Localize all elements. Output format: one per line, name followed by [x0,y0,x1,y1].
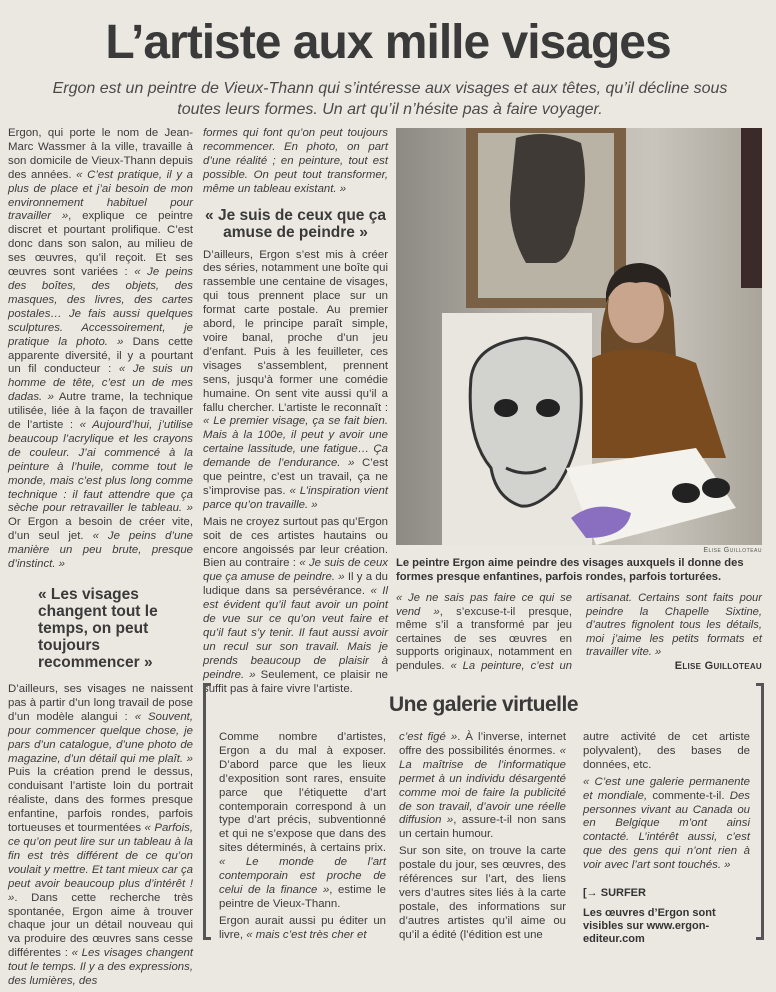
quote-text: « Je suis de ceux que ça amuse de peindre. » [203,557,388,584]
artist-shirt [592,349,726,458]
subheading: « Je suis de ceux que ça amuse de peindre » [205,206,386,241]
pull-quote: « Les visages changent tout le temps, on peut toujours recommencer » [38,586,158,671]
byline: Elise Guilloteau [674,660,762,672]
quote-text: « L’inspiration vient parce qu’on travaille. » [203,484,388,511]
quote-text: « Souvent, pour commencer quelque chose, je pars d’un catalogue, d’une photo de magazine, d’un détail qui me plaît. » [8,710,193,765]
quote-text: « mais c’est très cher et [246,928,367,941]
box-column-2 [399,731,566,946]
paragraph [399,731,566,842]
quote-text: « Je peins d’une manière un peu brute, presque d’instinct. » [8,530,193,571]
body-text: autre activité de cet artiste polyvalent), des bases de données, etc. [583,731,750,771]
postcard-eye-left [672,483,700,503]
arrow-right-icon: [→ [583,887,598,900]
paragraph [8,683,193,989]
body-text: Dans cette apparente diversité, il y a pourtant un fil conducteur : [8,335,193,376]
box-column-3-body [583,731,750,873]
quote-text: « La peinture, c’est un artisanat. Certains sont faits pour peindre la Chapelle Sixtine, d’autres fignolent tous les détails, moi j’aime les petits formats et travailler vite. » [450,592,762,672]
sidebar-box [203,683,764,945]
quote-text: « Parfois, ce qu’on peut lire sur un tableau à la fin est très différent de ce qu’on voulait y mettre. Et tant mieux car ça peut avoir beaucoup plus d’intérêt ! » [8,822,193,904]
body-text: Ergon aurait aussi pu éditer un livre, [219,914,386,941]
article-photo [396,128,762,545]
box-column-1 [219,731,386,946]
body-text: Or Ergon a besoin de créer vite, d’un seul jet. [8,516,193,543]
body-text: Il y a du ludique dans sa persévérance. [203,571,388,598]
headline: L’artiste aux mille visages [105,16,671,69]
paragraph [203,127,388,197]
paragraph [583,731,750,773]
body-text: Mais ne croyez surtout pas qu’Ergon soit de ces artistes hautains ou encore angoissés par leur création. Bien au contraire : [203,515,388,570]
surfer-label: SURFER [600,887,646,900]
quote-text: « Je ne sais pas faire ce qui se vend » [396,592,572,618]
photo-credit: Elise Guilloteau [703,547,762,554]
body-text: . À l’inverse, internet offre des possibilités énormes. [399,731,567,757]
painted-eye-right [536,399,560,417]
paragraph [399,845,566,942]
quote-text: « Je suis un homme de tête, c’est un de mes dadas. » [8,363,193,404]
quote-text: « La maîtrise de l’informatique permet à un individu désargenté comme moi de faire la publicité de son travail, d’avoir une réelle diffusion » [399,744,566,827]
surfer-heading [583,887,750,901]
quote-text: « Je peins des boîtes, des objets, des masques, des livres, des cartes postales… Je fais aussi quelques sculptures. Accessoirement, je pratique la photo. » [8,266,193,348]
quote-text: « Les visages changent tout le temps. Il y a des expressions, des lumières, des [8,947,193,988]
paragraph [203,516,388,697]
column-1-body-a [8,127,193,572]
curtain [741,128,762,288]
body-text: D’ailleurs, ses visages ne naissent pas à partir d’un long travail de pose d’un modèle alangui : [8,683,193,723]
paragraph [219,915,386,943]
photo-illustration [396,128,762,545]
surfer-text: Les œuvres d’Ergon sont visibles sur www.ergon-editeur.com [583,906,716,945]
body-text: , s’excuse-t-il presque, même s’il a transformé par jeu certaines de ses œuvres en supports originaux, notamment en pendules. [396,605,573,672]
body-text: commente-t-il. [652,789,730,802]
body-text: C’est que peintre, c’est un travail, ça ne s’improvise pas. [203,457,388,497]
painted-eye-left [494,399,518,417]
body-text: Sur son site, on trouve la carte postale du jour, ses œuvres, des références sur l’art, des liens vers d’autres sites liés à la carte postale, des informations sur d’autres artistes qu’il aime ou qu’il a édité (l’édition est une [399,845,566,941]
quote-text: « Il est évident qu’il faut avoir un point de vue sur ce qu’on veut faire et qu’il faut s’y tenir. Il faut aussi avoir un recul sur son travail. Mais je prends beaucoup de plaisir à peindre. » [203,585,388,681]
body-text: , assure-t-il non sans un certain humour. [399,814,566,841]
photo-caption: Le peintre Ergon aime peindre des visages auxquels il donne des formes presque enfantines, parfois rondes, parfois torturées. [396,557,744,583]
paragraph [219,731,386,912]
quote-text: « Le premier visage, ça se fait bien. Mais à la 100e, il peut y avoir une certaine lassitude, une fatigue… Ça demande de l’endurance. » [203,415,388,470]
quote-text: c’est figé » [399,731,458,743]
box-bracket-left [203,683,211,940]
body-text: Ergon, qui porte le nom de Jean-Marc Wassmer à la ville, travaille à son domicile de Vieux-Thann depuis des années. [8,127,193,181]
body-text: , explique ce peintre discret et pourtant prolifique. C’est donc dans son salon, au milieu de ses œuvres, qu’il reçoit. Et ses œuvres sont variées : [8,210,193,279]
body-text: , estime le peintre de Vieux-Thann. [219,883,386,910]
box-column-3 [583,731,750,946]
article-column-2 [203,127,388,700]
body-text: D’ailleurs, Ergon s’est mis à créer des séries, notamment une boîte qui rassemble une centaine de visages, qui tous prennent place sur un format carte postale. Au premier abord, le principe paraît simple, voire banal, proche d’un jeu d’enfant. Puis à les feuilleter, ces visages s’assemblent, prennent sens, jusqu’à former une comédie humaine. On sent vite aussi qu’il a fallu chercher. L’artiste le reconnaît : [203,248,388,414]
quote-text: « C’est pratique, il y a plus de place et j’ai besoin de mon environnement habituel pour travailler » [8,168,193,223]
body-text: . Dans cette recherche très spontanée, Ergon aime à trouver chaque jour un détail nouveau qui va produire des œuvres sans cesse différentes : [8,891,193,960]
paragraph [8,127,193,572]
quote-text: « Le monde de l’art contemporain est proche de celui de la finance » [219,856,386,896]
standfirst: Ergon est un peintre de Vieux-Thann qui s’intéresse aux visages et aux têtes, qu’il décline sous toutes leurs formes. Un art qu’il n’hésite pas à faire voyager. [52,80,728,118]
box-bracket-right [756,683,764,940]
column-2-body-b [203,249,388,697]
body-text: Seulement, ce plaisir ne suffit pas à faire vivre l’artiste. [203,668,388,695]
column-1-body-b [8,683,193,989]
box-title: Une galerie virtuelle [388,693,579,716]
article-column-1 [8,127,193,992]
quote-text: formes qui font qu’on peut toujours recommencer. En photo, on part d’une réalité ; en peinture, tout est possible. On peut tout transformer, même un tableau existant. » [203,127,388,195]
body-text: Autre trame, la technique utilisée, liée à la façon de travailler de l’artiste : [8,391,193,432]
column-2-body-a [203,127,388,197]
body-text: Comme nombre d’artistes, Ergon a du mal à exposer. D’abord parce que les lieux d’exposition sont rares, ensuite parce que l’étiquette d’art contemporain correspond à un type d’art précis, subventionné et qui ne s’expose que dans des sites déterminés, à certains prix. [219,731,386,855]
body-text: Puis la création prend le dessus, conduisant l’artiste loin du portrait réaliste, dans des formes presque enfantine, parfois rondes, parfois tortueuses et tourmentées [8,766,193,835]
quote-text: Des personnes vivant au Canada ou en Belgique m’ont ainsi contacté. L’intérêt aussi, c’est que des gens qui n’ont rien à voir avec l’art sont touchés. » [583,789,750,872]
quote-text: « Aujourd’hui, j’utilise beaucoup l’acrylique et les crayons de couleur. J’ai commencé à la peinture à l’huile, comme tout le monde, mais c’est plus long comme technique : il faut attendre que ça sèche pour retravailler le tableau. » [8,419,193,515]
postcard-eye-right [702,478,730,498]
paragraph [583,776,750,873]
quote-text: « C’est une galerie permanente et mondiale, [583,775,750,802]
paragraph [203,249,388,513]
